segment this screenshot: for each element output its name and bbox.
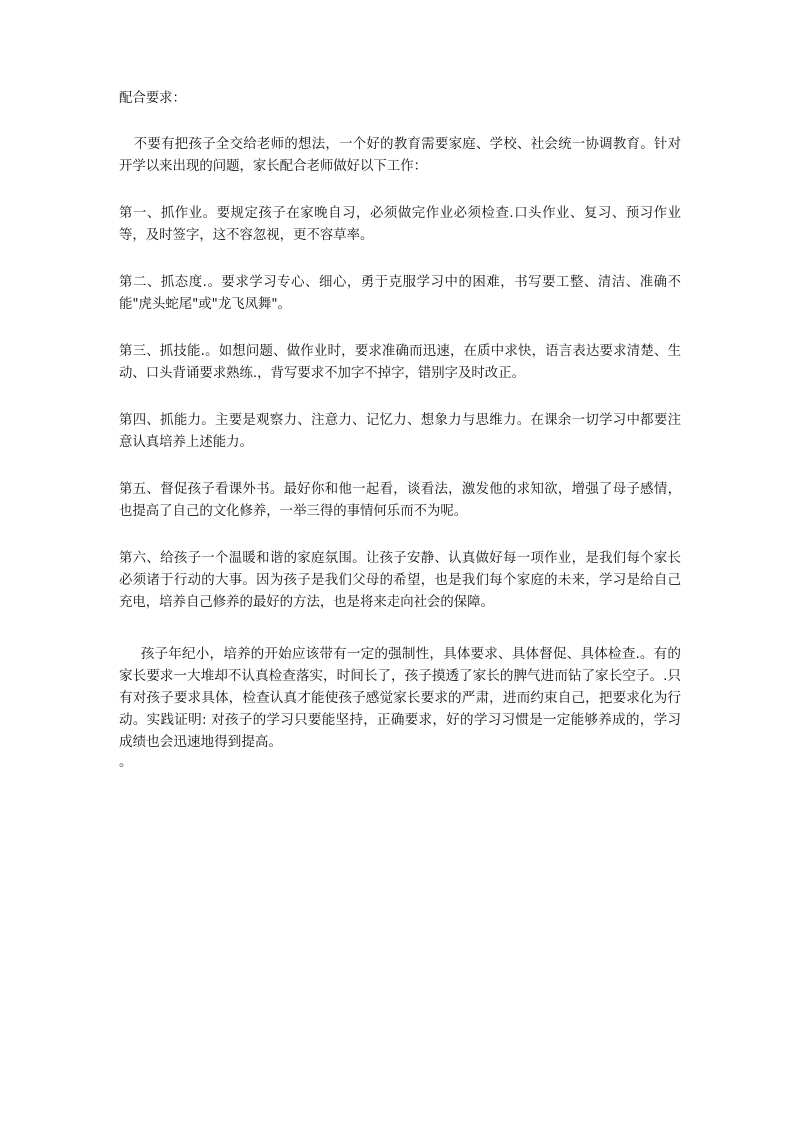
- intro-paragraph: 不要有把孩子全交给老师的想法，一个好的教育需要家庭、学校、社会统一协调教育。针对开学以来出现的问题，家长配合老师做好以下工作：: [119, 137, 681, 174]
- requirement-item-6: 第六、给孩子一个温暖和谐的家庭氛围。让孩子安静、认真做好每一项作业，是我们每个家长必须诸于行动的大事。因为孩子是我们父母的希望，也是我们每个家庭的未来，学习是给自己充电，培养自己修养的最好的方法，也是将来走向社会的保障。: [119, 551, 681, 610]
- requirement-item-4: 第四、抓能力。主要是观察力、注意力、记忆力、想象力与思维力。在课余一切学习中都要注意认真培养上述能力。: [119, 413, 681, 450]
- end-mark: 。: [119, 755, 133, 770]
- document-page: [119, 88, 681, 773]
- section-heading: 配合要求：: [119, 91, 186, 106]
- requirement-item-5: 第五、督促孩子看课外书。最好你和他一起看，谈看法，激发他的求知欲，增强了母子感情，也提高了自己的文化修养，一举三得的事情何乐而不为呢。: [119, 482, 681, 519]
- requirement-item-2: 第二、抓态度.。要求学习专心、细心，勇于克服学习中的困难，书写要工整、清洁、准确不能"虎头蛇尾"或"龙飞凤舞"。: [119, 275, 681, 312]
- closing-paragraph: 孩子年纪小，培养的开始应该带有一定的强制性，具体要求、具体督促、具体检查.。有的家长要求一大堆却不认真检查落实，时间长了，孩子摸透了家长的脾气进而钻了家长空子。.只有对孩子要求具体，检查认真才能使孩子感觉家长要求的严肃，进而约束自己，把要求化为行动。实践证明: 对孩子的学习只要能坚持，正确要求，好的学习习惯是一定能够养成的，学习成绩也会迅速地得到提高。: [119, 646, 681, 750]
- requirement-item-1: 第一、抓作业。要规定孩子在家晚自习，必须做完作业必须检查.口头作业、复习、预习作业等，及时签字，这不容忽视，更不容草率。: [119, 206, 681, 243]
- requirement-item-3: 第三、抓技能.。如想问题、做作业时，要求准确而迅速，在质中求快，语言表达要求清楚、生动、口头背诵要求熟练.，背写要求不加字不掉字，错别字及时改正。: [119, 344, 681, 381]
